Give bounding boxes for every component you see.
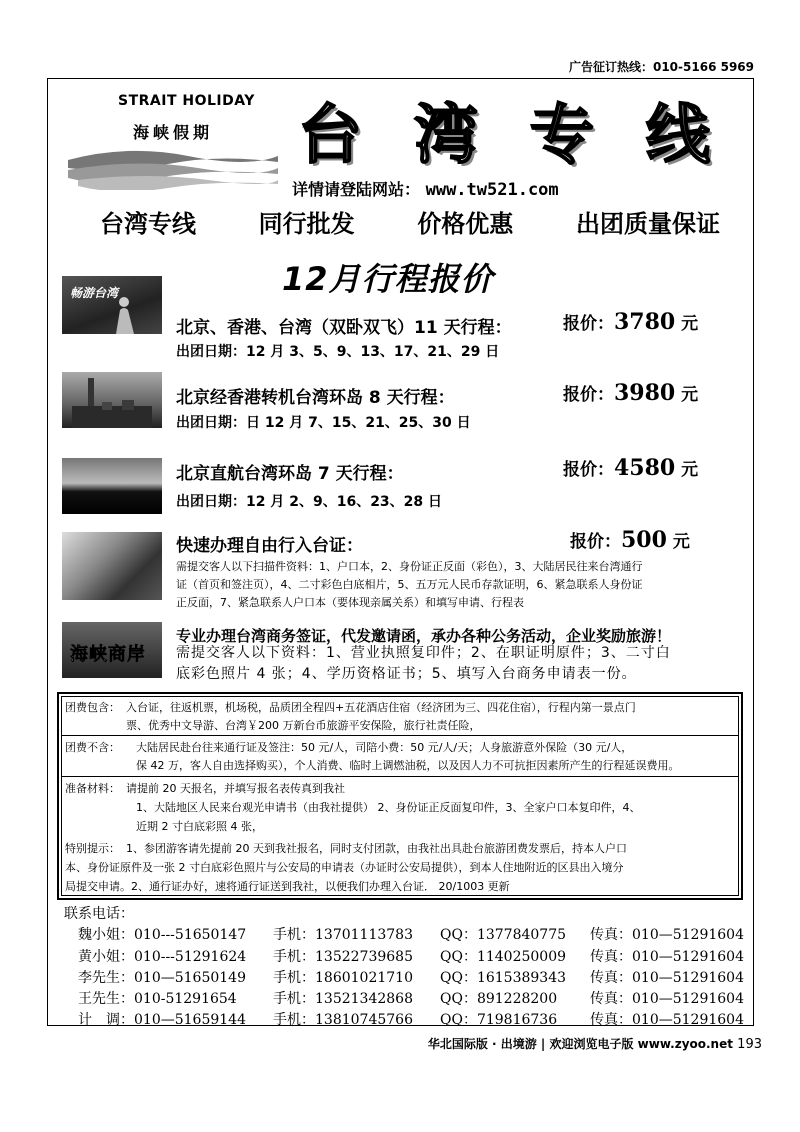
contact-mobile: 手机：13701113783 [273,927,413,943]
website-line [292,177,559,200]
route-photo-sunset-sea [62,458,162,514]
slogan-item: 出团质量保证 [575,210,720,238]
contact-name-phone: 李先生：010—51650149 [78,970,246,986]
requirement-line: 正反面，7、紧急联系人户口本（要体现亲属关系）和填写申请、行程表 [176,596,524,609]
contact-row [78,946,758,968]
brand-name-cn: 海峡假期 [133,123,214,142]
route-1-dates: 出团日期：12 月 3、5、9、13、17、21、29 日 [176,344,500,360]
route-2-dates: 出团日期：日 12 月 7、15、21、25、30 日 [176,415,471,431]
route-3-title: 北京直航台湾环岛 7 天行程： [176,464,404,484]
permit-price [570,527,690,553]
price-unit: 元 [681,460,699,480]
contact-qq: QQ：719816736 [440,1012,558,1028]
route-3-price [563,455,698,481]
note-line: 局提交申请。2、通行证办好，速将通行证送到我社，以便我们办理入台证． 20/1003 更新 [65,880,510,893]
route-2-title: 北京经香港转机台湾环岛 8 天行程： [176,388,455,408]
route-1-title: 北京、香港、台湾（双卧双飞）11 天行程： [176,318,512,338]
include-label: 团费包含： [65,701,120,714]
contact-name-phone: 魏小姐：010---51650147 [78,927,247,943]
slogan-row [100,204,720,239]
website-url[interactable]: www.tw521.com [425,180,559,200]
contact-row [78,967,758,989]
note-line: 本、身份证原件及一张 2 寸白底彩色照片与公安局的申请表（办证时公安局提供），到本人住地附近的区县出入境分 [65,861,624,874]
price-label: 报价： [563,314,614,334]
contact-mobile: 手机：13810745766 [273,1012,413,1028]
route-photo-taipei-skyline [62,372,162,428]
contacts-title: 联系电话： [64,906,134,922]
prep-label: 准备材料： [65,782,120,795]
contact-fax: 传真：010—51291604 [590,1012,744,1028]
main-title: 台湾专线 [298,99,762,173]
contact-row [78,924,758,946]
brand-name-en: STRAIT HOLIDAY [118,93,255,109]
contact-fax: 传真：010—51291604 [590,991,744,1007]
business-logo-image [62,622,162,678]
exclude-line: 大陆居民赴台往来通行证及签注：50 元/人，司陪小费：50 元/人/天；人身旅游意外保险（30 元/人， [136,741,633,754]
route-2-price [563,380,698,406]
include-line: 入台证，往返机票，机场税，品质团全程四+五花酒店住宿（经济团为三、四花住宿），行程内第一景点门 [126,701,636,714]
contact-mobile: 手机：18601021710 [273,970,413,986]
route-3-dates: 出团日期：12 月 2、9、16、23、28 日 [176,494,443,510]
contact-fax: 传真：010—51291604 [590,970,744,986]
price-value: 500 [621,527,667,553]
contact-fax: 传真：010—51291604 [590,927,744,943]
contact-mobile: 手机：13522739685 [273,949,413,965]
footer-text: 华北国际版 · 出境游 | 欢迎浏览电子版 www.zyoo.net [427,1037,733,1051]
price-unit: 元 [672,532,690,552]
requirement-line: 证（首页和签注页），4、二寸彩色白底相片，5、五万元人民币存款证明，6、紧急联系人身份证 [176,578,643,591]
prep-line: 近期 2 寸白底彩照 4 张， [136,820,263,833]
price-unit: 元 [681,314,699,334]
contact-row [78,1009,758,1031]
note-line: 1、参团游客请先提前 20 天到我社报名，同时支付团款，由我社出具赴台旅游团费发票后，持本人户口 [126,842,627,855]
price-value: 4580 [614,455,676,481]
note-label: 特别提示： [65,842,120,855]
slogan-item: 台湾专线 [100,210,196,238]
prep-line: 请提前 20 天报名，并填写报名表传真到我社 [126,782,345,795]
contact-fax: 传真：010—51291604 [590,949,744,965]
requirement-line: 底彩色照片 4 张；4、学历资格证书；5、填写入台商务申请表一份。 [176,666,637,682]
price-label: 报价： [563,385,614,405]
contact-name-phone: 计 调：010—51659144 [78,1012,246,1028]
page-footer [428,1035,762,1052]
price-unit: 元 [681,385,699,405]
route-photo-coast-cliff [62,532,162,600]
thumb-label: 畅游台湾 [70,286,119,300]
permit-requirements [176,558,732,612]
exclude-line: 保 42 万，客人自由选择购买），个人消费、临时上调燃油税，以及因人力不可抗拒因素所产生的行程延误费用。 [136,759,680,772]
terms-divider [61,735,739,736]
contact-qq: QQ：891228200 [440,991,558,1007]
thumb-label: 海峡商岸 [70,644,146,665]
contact-name-phone: 王先生：010-51291654 [78,991,237,1007]
route-photo-taiwan-tour [62,276,162,334]
business-requirements [176,643,736,685]
route-1-price [563,309,698,335]
price-value: 3780 [614,309,676,335]
requirement-line: 需提交客人以下扫描件资料：1、户口本，2、身份证正反面（彩色），3、大陆居民往来台湾通行 [176,560,643,573]
month-price-title: 12月行程报价 [282,260,494,298]
price-value: 3980 [614,380,676,406]
contact-mobile: 手机：13521342868 [273,991,413,1007]
price-label: 报价： [563,460,614,480]
contact-name-phone: 黄小姐：010---51291624 [78,949,247,965]
permit-title: 快速办理自由行入台证： [176,536,363,556]
price-label: 报价： [570,532,621,552]
exclude-label: 团费不含： [65,741,120,754]
slogan-item: 同行批发 [258,210,355,238]
terms-divider [61,776,739,777]
slogan-item: 价格优惠 [417,210,514,238]
contact-qq: QQ：1377840775 [440,927,567,943]
business-title: 专业办理台湾商务签证，代发邀请函，承办各种公务活动，企业奖励旅游！ [176,627,672,645]
contact-row [78,988,758,1010]
brand-wave-logo [68,146,278,190]
contact-qq: QQ：1140250009 [440,949,567,965]
website-label: 详情请登陆网站： [292,180,421,199]
requirement-line: 需提交客人以下资料：1、营业执照复印件；2、在职证明原件；3、二寸白 [176,645,671,661]
ad-hotline: 广告征订热线：010-5166 5969 [568,60,754,74]
include-line: 票、优秀中文导游、台湾￥200 万新台币旅游平安保险，旅行社责任险， [126,719,481,732]
contact-qq: QQ：1615389343 [440,970,567,986]
tower-skyline-icon [62,372,162,428]
prep-line: 1、大陆地区人民来台观光申请书（由我社提供） 2、身份证正反面复印件，3、全家户口本复印件，4、 [136,801,641,814]
page-number: 193 [737,1037,762,1052]
